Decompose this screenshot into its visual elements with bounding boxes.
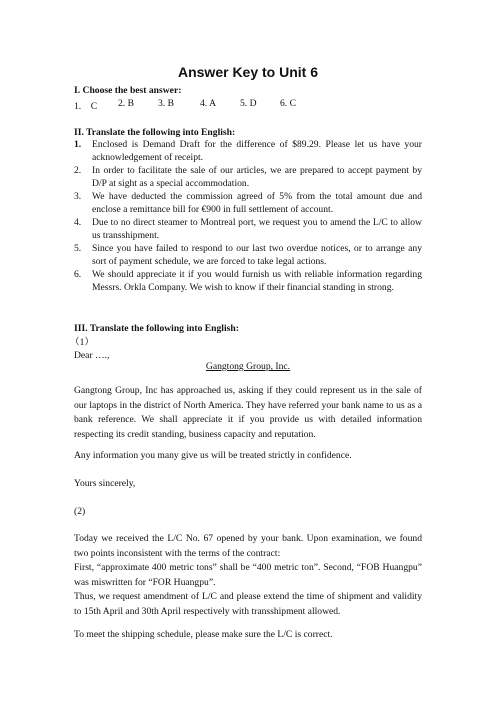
item-text: Enclosed is Demand Draft for the difference of $89.29. Please let us have your acknowledgement of receipt. <box>92 139 422 164</box>
item-text: We should appreciate it if you would furnish us with reliable information regarding Messrs. Orkla Company. We wish to know if their financial standing in strong. <box>92 269 422 294</box>
answer-item: 2. B <box>118 98 134 109</box>
salutation: Dear …., <box>74 350 110 361</box>
part1-label: （1） <box>70 337 94 348</box>
part2-label: (2) <box>74 506 86 517</box>
answer-item: 1. C <box>74 101 98 112</box>
letter-paragraph: Thus, we request amendment of L/C and please extend the time of shipment and validity to 15th April and 30th April respectively with transshipment allowed. <box>74 591 422 617</box>
section2-heading: II. Translate the following into English: <box>74 127 236 138</box>
answer-item: 6. C <box>280 98 296 109</box>
item-number: 6. <box>74 269 82 280</box>
item-number: 4. <box>74 217 82 228</box>
letter-subject: Gangtong Group, Inc. <box>205 361 291 372</box>
page-title: Answer Key to Unit 6 <box>177 64 319 80</box>
item-text: In order to facilitate the sale of our articles, we are prepared to accept payment by D/P at sight as a special accommodation. <box>92 165 422 190</box>
letter-paragraph: Any information you many give us will be treated strictly in confidence. <box>74 450 352 461</box>
answer-item: 3. B <box>158 98 174 109</box>
list-item <box>74 138 422 164</box>
letter-closing: Yours sincerely, <box>74 478 136 489</box>
list-item <box>74 190 422 216</box>
section1-heading: I. Choose the best answer: <box>74 85 182 96</box>
item-number: 1. <box>74 139 82 150</box>
list-item <box>74 268 422 294</box>
letter-paragraph: First, “approximate 400 metric tons” shall be “400 metric ton”. Second, “FOB Huangpu” was miswritten for “FOR Huangpu”. <box>74 562 422 588</box>
letter-paragraph: Today we received the L/C No. 67 opened by your bank. Upon examination, we found two points inconsistent with the terms of the contract: <box>74 533 422 559</box>
section3-heading: III. Translate the following into English: <box>74 323 239 334</box>
item-number: 5. <box>74 243 82 254</box>
item-text: We have deducted the commission agreed of 5% from the total amount due and enclose a remittance bill for €900 in full settlement of account. <box>92 191 422 216</box>
list-item <box>74 216 422 242</box>
letter-paragraph: Gangtong Group, Inc has approached us, asking if they could represent us in the sale of our laptops in the district of North America. They have referred your bank name to us as a bank reference. We shall appreciate it if you provide us with detailed information respecting its credit standing, business capacity and reputation. <box>74 385 422 440</box>
answer-item: 5. D <box>240 98 257 109</box>
list-item <box>74 164 422 190</box>
item-text: Due to no direct steamer to Montreal port, we request you to amend the L/C to allow us transshipment. <box>92 217 422 242</box>
item-text: Since you have failed to respond to our last two overdue notices, or to arrange any sort of payment schedule, we are forced to take legal actions. <box>92 243 422 268</box>
list-item <box>74 242 422 268</box>
item-number: 2. <box>74 165 82 176</box>
answer-item: 4. A <box>200 98 216 109</box>
letter-paragraph: To meet the shipping schedule, please make sure the L/C is correct. <box>74 629 333 640</box>
item-number: 3. <box>74 191 82 202</box>
